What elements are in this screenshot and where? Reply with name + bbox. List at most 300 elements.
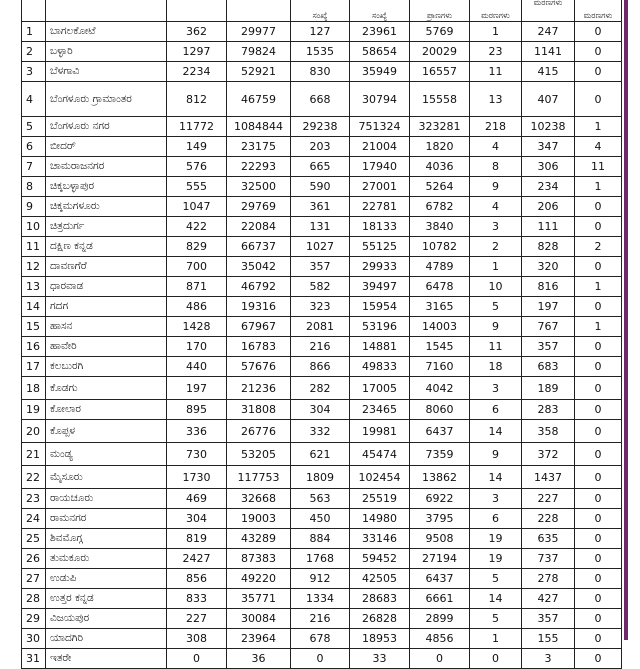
- value-cell: 0: [575, 629, 622, 649]
- table-row: [22, 157, 622, 177]
- value-cell: 3840: [410, 217, 470, 237]
- district-name-cell: ತುಮಕೂರು: [46, 549, 167, 569]
- serial-number-cell: 22: [22, 466, 46, 489]
- value-cell: 6: [470, 509, 522, 529]
- value-cell: 29977: [227, 22, 291, 42]
- value-cell: 469: [167, 489, 227, 509]
- value-cell: 4: [470, 137, 522, 157]
- value-cell: 227: [167, 609, 227, 629]
- district-name-cell: ಚಿಕ್ಕಮಗಳೂರು: [46, 197, 167, 217]
- value-cell: 819: [167, 529, 227, 549]
- serial-number-cell: 14: [22, 297, 46, 317]
- value-cell: 2234: [167, 62, 227, 82]
- value-cell: 1047: [167, 197, 227, 217]
- value-cell: 856: [167, 569, 227, 589]
- value-cell: 357: [291, 257, 350, 277]
- header-cell: ಸಂಖ್ಯೆ: [291, 0, 350, 22]
- header-cell: [22, 0, 46, 22]
- value-cell: 0: [575, 466, 622, 489]
- value-cell: 18133: [350, 217, 410, 237]
- value-cell: 6661: [410, 589, 470, 609]
- value-cell: 1141: [522, 42, 575, 62]
- value-cell: 1297: [167, 42, 227, 62]
- value-cell: 49833: [350, 357, 410, 377]
- value-cell: 35042: [227, 257, 291, 277]
- value-cell: 6922: [410, 489, 470, 509]
- serial-number-cell: 21: [22, 443, 46, 466]
- value-cell: 1545: [410, 337, 470, 357]
- table-body: [22, 22, 622, 669]
- value-cell: 55125: [350, 237, 410, 257]
- value-cell: 4: [470, 197, 522, 217]
- table-row: [22, 609, 622, 629]
- value-cell: 582: [291, 277, 350, 297]
- header-cell: [227, 0, 291, 22]
- value-cell: 0: [575, 217, 622, 237]
- value-cell: 737: [522, 549, 575, 569]
- value-cell: 21004: [350, 137, 410, 157]
- table-row: [22, 400, 622, 420]
- table-row: [22, 529, 622, 549]
- value-cell: 0: [575, 337, 622, 357]
- value-cell: 1: [470, 629, 522, 649]
- value-cell: 23: [470, 42, 522, 62]
- value-cell: 884: [291, 529, 350, 549]
- value-cell: 17005: [350, 377, 410, 400]
- value-cell: 1: [575, 117, 622, 137]
- table-row: [22, 569, 622, 589]
- value-cell: 1: [575, 317, 622, 337]
- value-cell: 19316: [227, 297, 291, 317]
- value-cell: 11: [470, 337, 522, 357]
- value-cell: 440: [167, 357, 227, 377]
- value-cell: 0: [575, 509, 622, 529]
- value-cell: 79824: [227, 42, 291, 62]
- value-cell: 33: [350, 649, 410, 669]
- serial-number-cell: 5: [22, 117, 46, 137]
- value-cell: 35771: [227, 589, 291, 609]
- value-cell: 6437: [410, 569, 470, 589]
- value-cell: 283: [522, 400, 575, 420]
- table-row: [22, 357, 622, 377]
- value-cell: 0: [575, 549, 622, 569]
- value-cell: 2081: [291, 317, 350, 337]
- value-cell: 22084: [227, 217, 291, 237]
- serial-number-cell: 19: [22, 400, 46, 420]
- value-cell: 21236: [227, 377, 291, 400]
- value-cell: 2427: [167, 549, 227, 569]
- value-cell: 829: [167, 237, 227, 257]
- table-row: [22, 237, 622, 257]
- serial-number-cell: 6: [22, 137, 46, 157]
- value-cell: 362: [167, 22, 227, 42]
- value-cell: 323281: [410, 117, 470, 137]
- value-cell: 59452: [350, 549, 410, 569]
- value-cell: 590: [291, 177, 350, 197]
- value-cell: 0: [575, 357, 622, 377]
- value-cell: 14881: [350, 337, 410, 357]
- value-cell: 31808: [227, 400, 291, 420]
- value-cell: 1: [575, 277, 622, 297]
- value-cell: 0: [575, 489, 622, 509]
- value-cell: 10: [470, 277, 522, 297]
- district-name-cell: ಉಡುಪಿ: [46, 569, 167, 589]
- header-cell: [46, 0, 167, 22]
- district-name-cell: ಉತ್ತರ ಕನ್ನಡ: [46, 589, 167, 609]
- value-cell: 833: [167, 589, 227, 609]
- value-cell: 563: [291, 489, 350, 509]
- value-cell: 4856: [410, 629, 470, 649]
- district-name-cell: ಬಳ್ಳಾರಿ: [46, 42, 167, 62]
- value-cell: 32668: [227, 489, 291, 509]
- table-row: [22, 549, 622, 569]
- value-cell: 57676: [227, 357, 291, 377]
- value-cell: 111: [522, 217, 575, 237]
- district-name-cell: ಯಾದಗಿರಿ: [46, 629, 167, 649]
- value-cell: 304: [167, 509, 227, 529]
- value-cell: 189: [522, 377, 575, 400]
- value-cell: 58654: [350, 42, 410, 62]
- value-cell: 26776: [227, 420, 291, 443]
- district-name-cell: ರಾಯಚೂರು: [46, 489, 167, 509]
- table-row: [22, 62, 622, 82]
- value-cell: 816: [522, 277, 575, 297]
- value-cell: 2: [470, 237, 522, 257]
- page-border: [624, 0, 628, 640]
- value-cell: 1084844: [227, 117, 291, 137]
- value-cell: 3795: [410, 509, 470, 529]
- value-cell: 46759: [227, 82, 291, 117]
- value-cell: 0: [575, 569, 622, 589]
- district-name-cell: ಬೆಂಗಳೂರು ಗ್ರಾಮಾಂತರ: [46, 82, 167, 117]
- serial-number-cell: 31: [22, 649, 46, 669]
- serial-number-cell: 1: [22, 22, 46, 42]
- value-cell: 27001: [350, 177, 410, 197]
- value-cell: 14: [470, 466, 522, 489]
- value-cell: 28683: [350, 589, 410, 609]
- value-cell: 19003: [227, 509, 291, 529]
- value-cell: 170: [167, 337, 227, 357]
- serial-number-cell: 13: [22, 277, 46, 297]
- value-cell: 22293: [227, 157, 291, 177]
- value-cell: 29769: [227, 197, 291, 217]
- value-cell: 0: [575, 297, 622, 317]
- header-cell: ಪ್ರಾಣಗಳು: [410, 0, 470, 22]
- value-cell: 22781: [350, 197, 410, 217]
- district-name-cell: ಇತರೇ: [46, 649, 167, 669]
- table-row: [22, 649, 622, 669]
- value-cell: 621: [291, 443, 350, 466]
- table-row: [22, 42, 622, 62]
- district-name-cell: ದಕ್ಷಿಣ ಕನ್ನಡ: [46, 237, 167, 257]
- value-cell: 32500: [227, 177, 291, 197]
- table-row: [22, 257, 622, 277]
- table-row: [22, 197, 622, 217]
- serial-number-cell: 26: [22, 549, 46, 569]
- value-cell: 3: [470, 489, 522, 509]
- table-row: [22, 177, 622, 197]
- header-cell: ಸಂಖ್ಯೆ: [350, 0, 410, 22]
- value-cell: 0: [575, 42, 622, 62]
- value-cell: 730: [167, 443, 227, 466]
- table-row: [22, 420, 622, 443]
- value-cell: 29933: [350, 257, 410, 277]
- value-cell: 555: [167, 177, 227, 197]
- table-row: [22, 317, 622, 337]
- value-cell: 6782: [410, 197, 470, 217]
- value-cell: 45474: [350, 443, 410, 466]
- district-name-cell: ಮಂಡ್ಯ: [46, 443, 167, 466]
- value-cell: 203: [291, 137, 350, 157]
- value-cell: 0: [575, 197, 622, 217]
- value-cell: 197: [522, 297, 575, 317]
- serial-number-cell: 24: [22, 509, 46, 529]
- serial-number-cell: 3: [22, 62, 46, 82]
- value-cell: 67967: [227, 317, 291, 337]
- value-cell: 0: [575, 443, 622, 466]
- serial-number-cell: 25: [22, 529, 46, 549]
- value-cell: 7359: [410, 443, 470, 466]
- value-cell: 19: [470, 549, 522, 569]
- value-cell: 9: [470, 177, 522, 197]
- value-cell: 23465: [350, 400, 410, 420]
- value-cell: 1428: [167, 317, 227, 337]
- value-cell: 415: [522, 62, 575, 82]
- value-cell: 117753: [227, 466, 291, 489]
- value-cell: 19981: [350, 420, 410, 443]
- value-cell: 5: [470, 297, 522, 317]
- value-cell: 10782: [410, 237, 470, 257]
- serial-number-cell: 16: [22, 337, 46, 357]
- value-cell: 149: [167, 137, 227, 157]
- district-name-cell: ಕೋಲಾರ: [46, 400, 167, 420]
- serial-number-cell: 17: [22, 357, 46, 377]
- value-cell: 427: [522, 589, 575, 609]
- value-cell: 347: [522, 137, 575, 157]
- value-cell: 5: [470, 609, 522, 629]
- value-cell: 1809: [291, 466, 350, 489]
- value-cell: 39497: [350, 277, 410, 297]
- value-cell: 1334: [291, 589, 350, 609]
- serial-number-cell: 28: [22, 589, 46, 609]
- table-row: [22, 82, 622, 117]
- value-cell: 216: [291, 609, 350, 629]
- value-cell: 87383: [227, 549, 291, 569]
- table-row: [22, 466, 622, 489]
- value-cell: 0: [410, 649, 470, 669]
- district-name-cell: ಚಾಮರಾಜನಗರ: [46, 157, 167, 177]
- value-cell: 8: [470, 157, 522, 177]
- value-cell: 29238: [291, 117, 350, 137]
- value-cell: 26828: [350, 609, 410, 629]
- district-name-cell: ಬಾಗಲಕೋಟೆ: [46, 22, 167, 42]
- value-cell: 0: [470, 649, 522, 669]
- serial-number-cell: 12: [22, 257, 46, 277]
- value-cell: 358: [522, 420, 575, 443]
- district-name-cell: ದಾವಣಗೆರೆ: [46, 257, 167, 277]
- value-cell: 0: [291, 649, 350, 669]
- district-name-cell: ವಿಜಯಪುರ: [46, 609, 167, 629]
- serial-number-cell: 18: [22, 377, 46, 400]
- value-cell: 308: [167, 629, 227, 649]
- value-cell: 53196: [350, 317, 410, 337]
- value-cell: 323: [291, 297, 350, 317]
- value-cell: 422: [167, 217, 227, 237]
- value-cell: 14003: [410, 317, 470, 337]
- value-cell: 228: [522, 509, 575, 529]
- value-cell: 3165: [410, 297, 470, 317]
- value-cell: 1: [575, 177, 622, 197]
- value-cell: 4789: [410, 257, 470, 277]
- table-row: [22, 277, 622, 297]
- value-cell: 1: [470, 22, 522, 42]
- district-name-cell: ಕೊಪ್ಪಳ: [46, 420, 167, 443]
- value-cell: 336: [167, 420, 227, 443]
- value-cell: 1730: [167, 466, 227, 489]
- value-cell: 1437: [522, 466, 575, 489]
- value-cell: 9508: [410, 529, 470, 549]
- value-cell: 0: [575, 529, 622, 549]
- header-cell: ಮರಣಗಳು: [470, 0, 522, 22]
- header-cell: [167, 0, 227, 22]
- value-cell: 10238: [522, 117, 575, 137]
- value-cell: 66737: [227, 237, 291, 257]
- value-cell: 2: [575, 237, 622, 257]
- table-row: [22, 337, 622, 357]
- serial-number-cell: 2: [22, 42, 46, 62]
- value-cell: 372: [522, 443, 575, 466]
- value-cell: 1: [470, 257, 522, 277]
- value-cell: 5264: [410, 177, 470, 197]
- value-cell: 278: [522, 569, 575, 589]
- value-cell: 0: [575, 609, 622, 629]
- value-cell: 23961: [350, 22, 410, 42]
- value-cell: 0: [575, 649, 622, 669]
- value-cell: 14: [470, 589, 522, 609]
- value-cell: 14980: [350, 509, 410, 529]
- value-cell: 131: [291, 217, 350, 237]
- district-name-cell: ಗದಗ: [46, 297, 167, 317]
- value-cell: 866: [291, 357, 350, 377]
- value-cell: 304: [291, 400, 350, 420]
- district-name-cell: ಬೀದರ್: [46, 137, 167, 157]
- value-cell: 361: [291, 197, 350, 217]
- value-cell: 23964: [227, 629, 291, 649]
- table-row: [22, 137, 622, 157]
- table-row: [22, 217, 622, 237]
- value-cell: 18953: [350, 629, 410, 649]
- value-cell: 486: [167, 297, 227, 317]
- value-cell: 247: [522, 22, 575, 42]
- value-cell: 6478: [410, 277, 470, 297]
- value-cell: 35949: [350, 62, 410, 82]
- value-cell: 320: [522, 257, 575, 277]
- value-cell: 357: [522, 609, 575, 629]
- value-cell: 5: [470, 569, 522, 589]
- value-cell: 8060: [410, 400, 470, 420]
- district-name-cell: ಹಾವೇರಿ: [46, 337, 167, 357]
- value-cell: 665: [291, 157, 350, 177]
- district-name-cell: ಕಲಬುರಗಿ: [46, 357, 167, 377]
- value-cell: 0: [575, 62, 622, 82]
- table-header-row: [22, 0, 622, 22]
- value-cell: 6437: [410, 420, 470, 443]
- table-row: [22, 443, 622, 466]
- value-cell: 25519: [350, 489, 410, 509]
- value-cell: 30794: [350, 82, 410, 117]
- value-cell: 1027: [291, 237, 350, 257]
- value-cell: 53205: [227, 443, 291, 466]
- table-row: [22, 377, 622, 400]
- value-cell: 11: [470, 62, 522, 82]
- table-row: [22, 117, 622, 137]
- table-row: [22, 589, 622, 609]
- value-cell: 683: [522, 357, 575, 377]
- value-cell: 0: [575, 22, 622, 42]
- value-cell: 751324: [350, 117, 410, 137]
- value-cell: 206: [522, 197, 575, 217]
- value-cell: 46792: [227, 277, 291, 297]
- value-cell: 1820: [410, 137, 470, 157]
- district-name-cell: ಚಿತ್ರದುರ್ಗ: [46, 217, 167, 237]
- value-cell: 197: [167, 377, 227, 400]
- value-cell: 0: [575, 82, 622, 117]
- value-cell: 9: [470, 317, 522, 337]
- serial-number-cell: 20: [22, 420, 46, 443]
- value-cell: 42505: [350, 569, 410, 589]
- table-row: [22, 489, 622, 509]
- value-cell: 3: [522, 649, 575, 669]
- value-cell: 3: [470, 217, 522, 237]
- serial-number-cell: 15: [22, 317, 46, 337]
- value-cell: 23175: [227, 137, 291, 157]
- value-cell: 30084: [227, 609, 291, 629]
- serial-number-cell: 11: [22, 237, 46, 257]
- header-cell: ಮರಣಗಳು: [575, 0, 622, 22]
- value-cell: 15558: [410, 82, 470, 117]
- value-cell: 19: [470, 529, 522, 549]
- value-cell: 0: [575, 400, 622, 420]
- value-cell: 13862: [410, 466, 470, 489]
- value-cell: 871: [167, 277, 227, 297]
- value-cell: 0: [575, 257, 622, 277]
- value-cell: 4: [575, 137, 622, 157]
- value-cell: 0: [575, 589, 622, 609]
- value-cell: 830: [291, 62, 350, 82]
- district-name-cell: ಧಾರವಾಡ: [46, 277, 167, 297]
- district-covid-table: [21, 0, 622, 669]
- serial-number-cell: 23: [22, 489, 46, 509]
- serial-number-cell: 9: [22, 197, 46, 217]
- value-cell: 912: [291, 569, 350, 589]
- value-cell: 4036: [410, 157, 470, 177]
- value-cell: 5769: [410, 22, 470, 42]
- value-cell: 828: [522, 237, 575, 257]
- value-cell: 43289: [227, 529, 291, 549]
- value-cell: 234: [522, 177, 575, 197]
- district-name-cell: ಬೆಂಗಳೂರು ನಗರ: [46, 117, 167, 137]
- value-cell: 227: [522, 489, 575, 509]
- serial-number-cell: 29: [22, 609, 46, 629]
- value-cell: 282: [291, 377, 350, 400]
- value-cell: 27194: [410, 549, 470, 569]
- value-cell: 18: [470, 357, 522, 377]
- table-row: [22, 22, 622, 42]
- table-row: [22, 297, 622, 317]
- value-cell: 6: [470, 400, 522, 420]
- header-cell: ಮರಣಗಳು: [522, 0, 575, 22]
- value-cell: 16557: [410, 62, 470, 82]
